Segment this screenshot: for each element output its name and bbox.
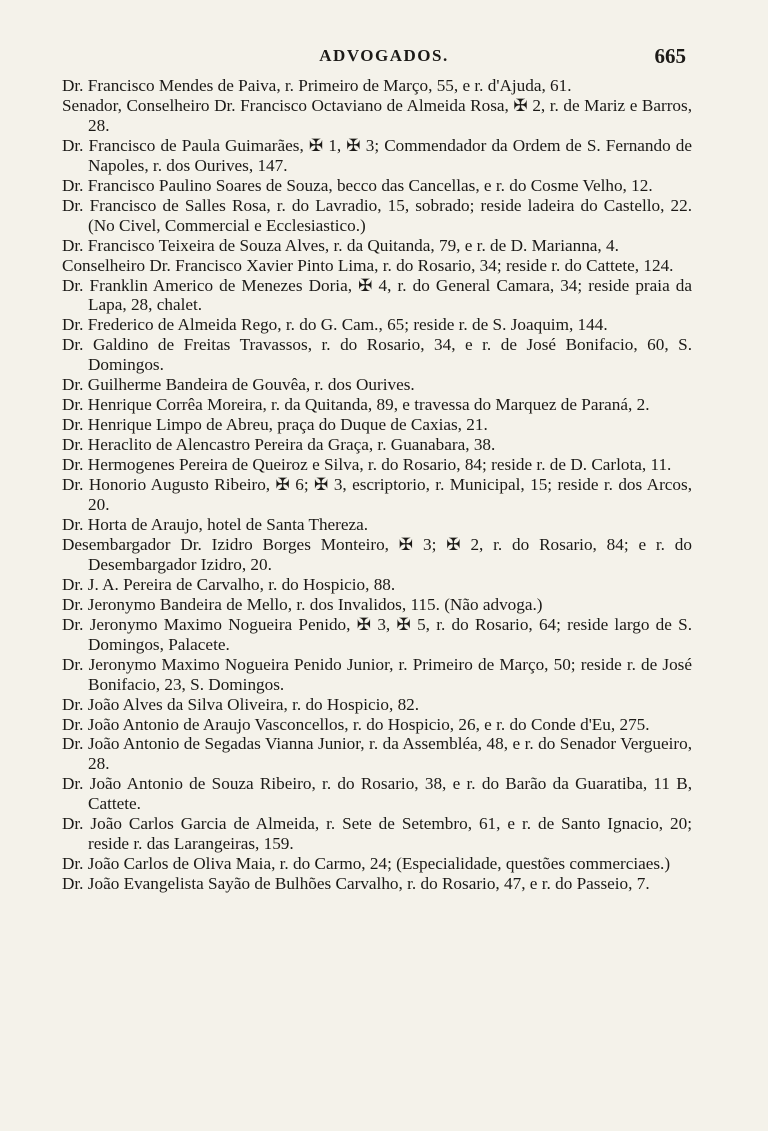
lawyer-entry: Dr. Franklin Americo de Menezes Doria, ✠ 4, r. do General Camara, 34; reside praia da Lapa, 28, chalet. — [62, 275, 692, 315]
lawyer-entry: Dr. Hermogenes Pereira de Queiroz e Silva, r. do Rosario, 84; reside r. de D. Carlota, 11. — [62, 455, 672, 475]
lawyer-entry: Dr. João Carlos de Oliva Maia, r. do Carmo, 24; (Especialidade, questões commerciaes.) — [62, 854, 671, 874]
lawyer-entry: Dr. João Antonio de Souza Ribeiro, r. do Rosario, 38, e r. do Barão da Guaratiba, 11 B, Cattete. — [62, 774, 692, 814]
lawyer-entry: Dr. J. A. Pereira de Carvalho, r. do Hospicio, 88. — [62, 574, 396, 594]
lawyer-entry: Dr. João Antonio de Araujo Vasconcellos, r. do Hospicio, 26, e r. do Conde d'Eu, 275. — [62, 714, 650, 734]
page-header — [0, 46, 768, 72]
lawyer-entry: Conselheiro Dr. Francisco Xavier Pinto Lima, r. do Rosario, 34; reside r. do Cattete, 124. — [62, 255, 674, 275]
lawyer-entry: Senador, Conselheiro Dr. Francisco Octaviano de Almeida Rosa, ✠ 2, r. de Mariz e Barros, 28. — [62, 95, 692, 135]
lawyer-entries — [62, 76, 692, 894]
lawyer-entry: Dr. Jeronymo Bandeira de Mello, r. dos Invalidos, 115. (Não advoga.) — [62, 594, 543, 614]
lawyer-entry: Desembargador Dr. Izidro Borges Monteiro, ✠ 3; ✠ 2, r. do Rosario, 84; e r. do Desembargador Izidro, 20. — [62, 534, 692, 574]
lawyer-entry: Dr. João Carlos Garcia de Almeida, r. Sete de Setembro, 61, e r. de Santo Ignacio, 20; reside r. das Larangeiras, 159. — [62, 814, 692, 854]
lawyer-entry: Dr. Galdino de Freitas Travassos, r. do Rosario, 34, e r. de José Bonifacio, 60, S. Domingos. — [62, 335, 692, 375]
lawyer-entry: Dr. Jeronymo Maximo Nogueira Penido, ✠ 3, ✠ 5, r. do Rosario, 64; reside largo de S. Domingos, Palacete. — [62, 614, 692, 654]
lawyer-entry: Dr. João Antonio de Segadas Vianna Junior, r. da Assembléa, 48, e r. do Senador Vergueiro, 28. — [62, 734, 692, 774]
lawyer-entry: Dr. João Evangelista Sayão de Bulhões Carvalho, r. do Rosario, 47, e r. do Passeio, 7. — [62, 874, 650, 894]
lawyer-entry: Dr. Francisco Teixeira de Souza Alves, r. da Quitanda, 79, e r. de D. Marianna, 4. — [62, 235, 619, 255]
lawyer-entry: Dr. Henrique Corrêa Moreira, r. da Quitanda, 89, e travessa do Marquez de Paraná, 2. — [62, 395, 650, 415]
running-title: ADVOGADOS. — [319, 46, 449, 65]
lawyer-entry: Dr. Francisco Mendes de Paiva, r. Primeiro de Março, 55, e r. d'Ajuda, 61. — [62, 76, 572, 95]
lawyer-entry: Dr. Horta de Araujo, hotel de Santa Thereza. — [62, 514, 369, 534]
page-number: 665 — [654, 44, 686, 68]
lawyer-entry: Dr. Frederico de Almeida Rego, r. do G. Cam., 65; reside r. de S. Joaquim, 144. — [62, 315, 608, 335]
lawyer-entry: Dr. Henrique Limpo de Abreu, praça do Duque de Caxias, 21. — [62, 415, 488, 435]
lawyer-entry: Dr. Francisco de Paula Guimarães, ✠ 1, ✠ 3; Commendador da Ordem de S. Fernando de Napoles, r. dos Ourives, 147. — [62, 135, 692, 175]
lawyer-entry: Dr. Jeronymo Maximo Nogueira Penido Junior, r. Primeiro de Março, 50; reside r. de José Bonifacio, 23, S. Domingos. — [62, 654, 692, 694]
lawyer-entry: Dr. Francisco Paulino Soares de Souza, becco das Cancellas, e r. do Cosme Velho, 12. — [62, 175, 653, 195]
lawyer-entry: Dr. João Alves da Silva Oliveira, r. do Hospicio, 82. — [62, 694, 420, 714]
lawyer-entry: Dr. Heraclito de Alencastro Pereira da Graça, r. Guanabara, 38. — [62, 435, 496, 455]
lawyer-entry: Dr. Francisco de Salles Rosa, r. do Lavradio, 15, sobrado; reside ladeira do Castello, 22. (No Civel, Commercial e Ecclesiastico.) — [62, 195, 692, 235]
lawyer-entry: Dr. Guilherme Bandeira de Gouvêa, r. dos Ourives. — [62, 375, 415, 395]
lawyer-entry: Dr. Honorio Augusto Ribeiro, ✠ 6; ✠ 3, escriptorio, r. Municipal, 15; reside r. dos Arcos, 20. — [62, 475, 692, 515]
